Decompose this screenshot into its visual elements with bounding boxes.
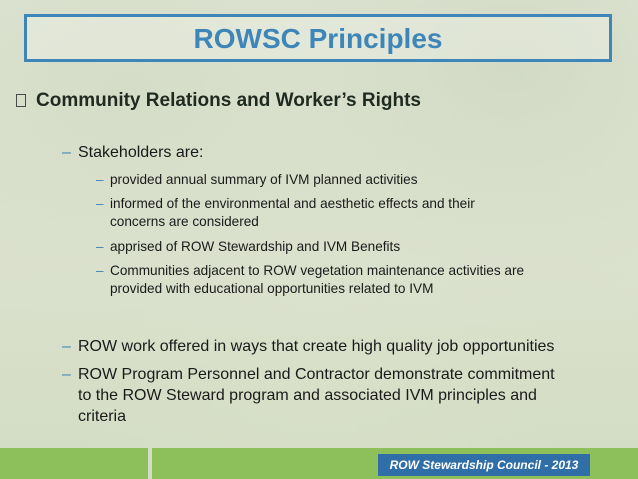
stakeholder-item-text: provided annual summary of IVM planned activities [110, 172, 418, 187]
footer-bar-left [0, 448, 148, 479]
worker-item-text: criteria [78, 408, 127, 425]
bullet-square-icon [16, 94, 26, 107]
worker-item-continuation [78, 407, 608, 427]
worker-item-continuation [78, 386, 608, 406]
worker-item-text: ROW work offered in ways that create high quality job opportunities [78, 338, 555, 355]
dash-marker: – [96, 239, 104, 254]
stakeholder-item-text: informed of the environmental and aesthetic effects and their [110, 196, 475, 211]
stakeholder-item-continuation [110, 280, 580, 298]
stakeholder-item [96, 262, 580, 280]
title-box [24, 14, 612, 62]
stakeholder-item-text: apprised of ROW Stewardship and IVM Benefits [110, 239, 401, 254]
worker-item [62, 337, 608, 357]
worker-item-text: ROW Program Personnel and Contractor demonstrate commitment [78, 366, 555, 383]
stakeholder-item-text: provided with educational opportunities related to IVM [110, 281, 434, 296]
stakeholders-intro [62, 143, 608, 163]
stakeholder-item-text: Communities adjacent to ROW vegetation maintenance activities are [110, 263, 525, 278]
stakeholders-intro-text: Stakeholders are: [78, 144, 204, 161]
slide-title: ROWSC Principles [193, 23, 443, 54]
dash-marker: – [96, 172, 104, 187]
dash-marker: – [62, 144, 71, 161]
dash-marker: – [96, 263, 104, 278]
stakeholder-item-continuation [110, 213, 580, 231]
worker-item-text: to the ROW Steward program and associated IVM principles and [78, 387, 537, 404]
stakeholder-item-text: concerns are considered [110, 214, 259, 229]
footer-label-box [378, 454, 590, 476]
stakeholder-item [96, 171, 580, 189]
dash-marker: – [96, 196, 104, 211]
dash-marker: – [62, 338, 71, 355]
main-bullet [36, 90, 596, 112]
worker-item [62, 365, 608, 385]
dash-marker: – [62, 366, 71, 383]
stakeholder-item [96, 238, 580, 256]
footer-text: ROW Stewardship Council - 2013 [389, 458, 579, 472]
main-bullet-text: Community Relations and Worker’s Rights [36, 90, 421, 111]
stakeholder-item [96, 195, 580, 213]
